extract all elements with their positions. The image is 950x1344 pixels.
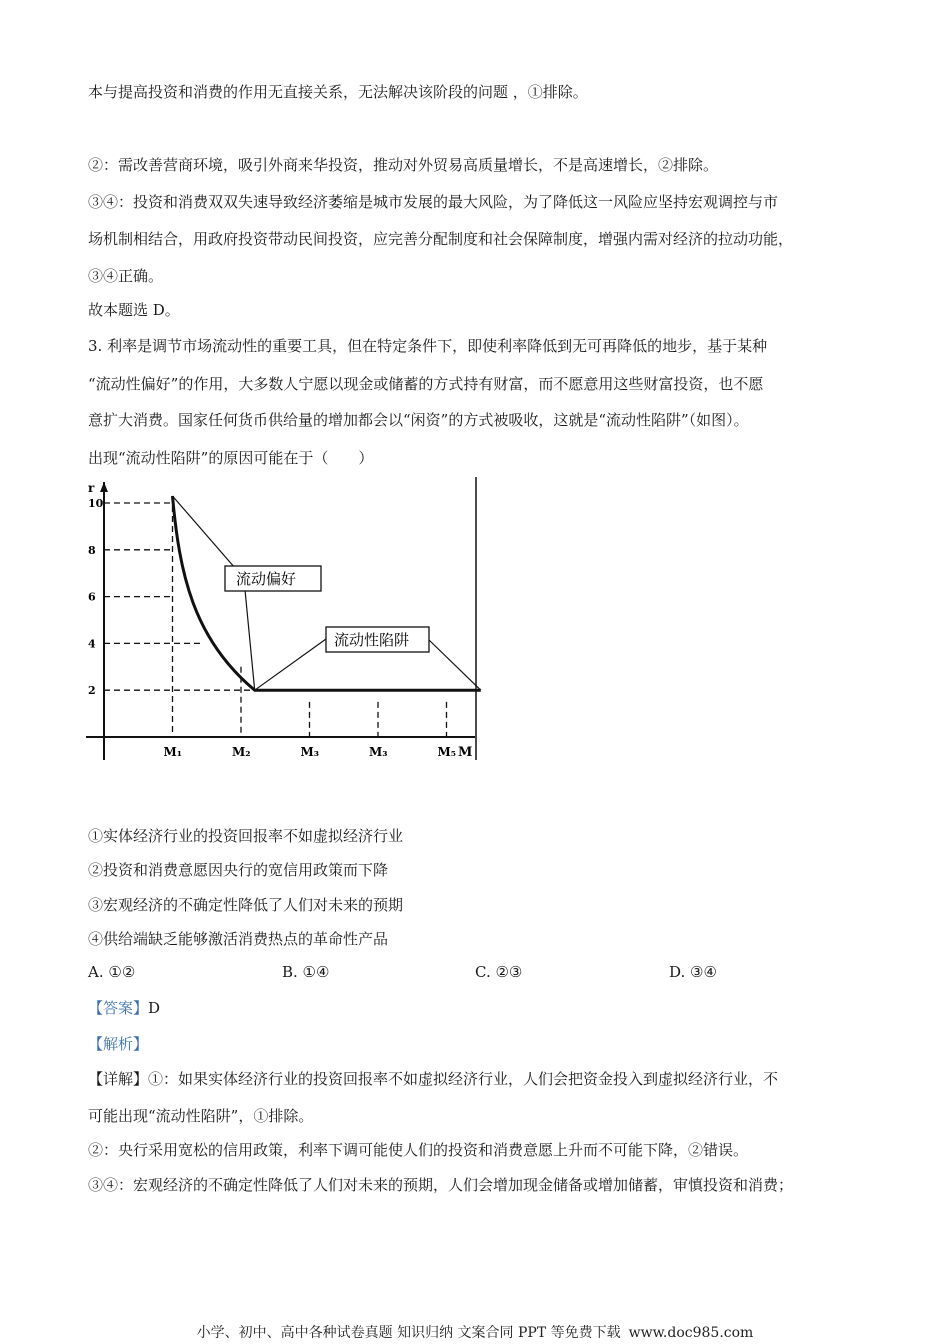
statement-3: ③宏观经济的不确定性降低了人们对未来的预期: [88, 896, 404, 914]
detail-line: [88, 1069, 778, 1089]
y-axis-label: r: [88, 481, 95, 495]
annotation-label: 流动性陷阱: [334, 631, 410, 649]
analysis-label: 【解析】: [88, 1035, 149, 1053]
liquidity-curve: [173, 496, 481, 690]
y-tick-label: 6: [88, 590, 96, 604]
footer-text: 小学、初中、高中各种试卷真题 知识归纳 文案合同 PPT 等免费下载: [196, 1325, 621, 1341]
statement-1: ①实体经济行业的投资回报率不如虚拟经济行业: [88, 827, 404, 845]
question-stem: 意扩大消费。国家任何货币供给量的增加都会以“闲资”的方式被吸收，这就是“流动性陷阱”（如图）。: [88, 411, 749, 429]
question-stem: 3. 利率是调节市场流动性的重要工具，但在特定条件下，即使利率降低到无可再降低的地步，基于某种: [88, 337, 768, 355]
detail-text: ①：如果实体经济行业的投资回报率不如虚拟经济行业，人们会把资金投入到虚拟经济行业，不: [148, 1070, 779, 1088]
paragraph-text: 本与提高投资和消费的作用无直接关系，无法解决该阶段的问题 ，①排除。: [88, 83, 588, 101]
answer-label: 【答案】: [88, 999, 149, 1017]
paragraph-text: 场机制相结合，用政府投资带动民间投资，应完善分配制度和社会保障制度，增强内需对经济的拉动功能，: [88, 230, 794, 248]
option-d[interactable]: D. ③④: [669, 963, 717, 981]
y-tick-label: 2: [88, 684, 96, 698]
paragraph-text: ③④正确。: [88, 267, 164, 285]
x-tick-label: M₃: [300, 745, 320, 759]
annotation-pointer: [428, 639, 481, 690]
annotation-pointer: [245, 590, 255, 690]
annotation-pointer: [255, 639, 326, 690]
y-axis-arrow: [100, 482, 108, 492]
detail-text: 可能出现“流动性陷阱”，①排除。: [88, 1107, 314, 1125]
paragraph-text: ③④：投资和消费双双失速导致经济萎缩是城市发展的最大风险，为了降低这一风险应坚持宏观调控与市: [88, 193, 779, 211]
y-tick-label: 8: [88, 543, 96, 557]
liquidity-trap-chart: [80, 472, 485, 767]
answer-line: [88, 998, 160, 1018]
statement-2: ②投资和消费意愿因央行的宽信用政策而下降: [88, 861, 389, 879]
paragraph-text: 故本题选 D。: [88, 301, 180, 319]
page-footer: [0, 1324, 950, 1342]
option-c[interactable]: C. ②③: [475, 963, 523, 981]
y-tick-label: 4: [88, 637, 96, 651]
detail-label: 【详解】: [88, 1070, 149, 1088]
x-axis-label: M: [458, 745, 473, 760]
statement-4: ④供给端缺乏能够激活消费热点的革命性产品: [88, 930, 389, 948]
answer-value: D: [148, 999, 161, 1017]
question-stem: “流动性偏好”的作用，大多数人宁愿以现金或储蓄的方式持有财富，而不愿意用这些财富投资，也不愿: [88, 375, 764, 393]
footer-site[interactable]: www.doc985.com: [628, 1325, 754, 1341]
x-tick-label: M₃: [369, 745, 388, 759]
y-tick-label: 10: [88, 497, 104, 510]
question-stem: 出现“流动性陷阱”的原因可能在于（ ）: [88, 449, 374, 467]
option-a[interactable]: A. ①②: [88, 963, 136, 981]
paragraph-text: ②：需改善营商环境，吸引外商来华投资，推动对外贸易高质量增长，不是高速增长，②排除。: [88, 156, 719, 174]
x-tick-label: M₅: [437, 745, 457, 759]
annotation-label: 流动偏好: [236, 570, 297, 588]
detail-text: ②：央行采用宽松的信用政策，利率下调可能使人们的投资和消费意愿上升而不可能下降，②错误。: [88, 1141, 749, 1159]
option-b[interactable]: B. ①④: [282, 963, 330, 981]
x-tick-label: M₂: [232, 745, 251, 759]
detail-text: ③④：宏观经济的不确定性降低了人们对未来的预期，人们会增加现金储备或增加储蓄，审慎投资和消费；: [88, 1176, 794, 1194]
x-tick-label: M₁: [163, 745, 183, 759]
